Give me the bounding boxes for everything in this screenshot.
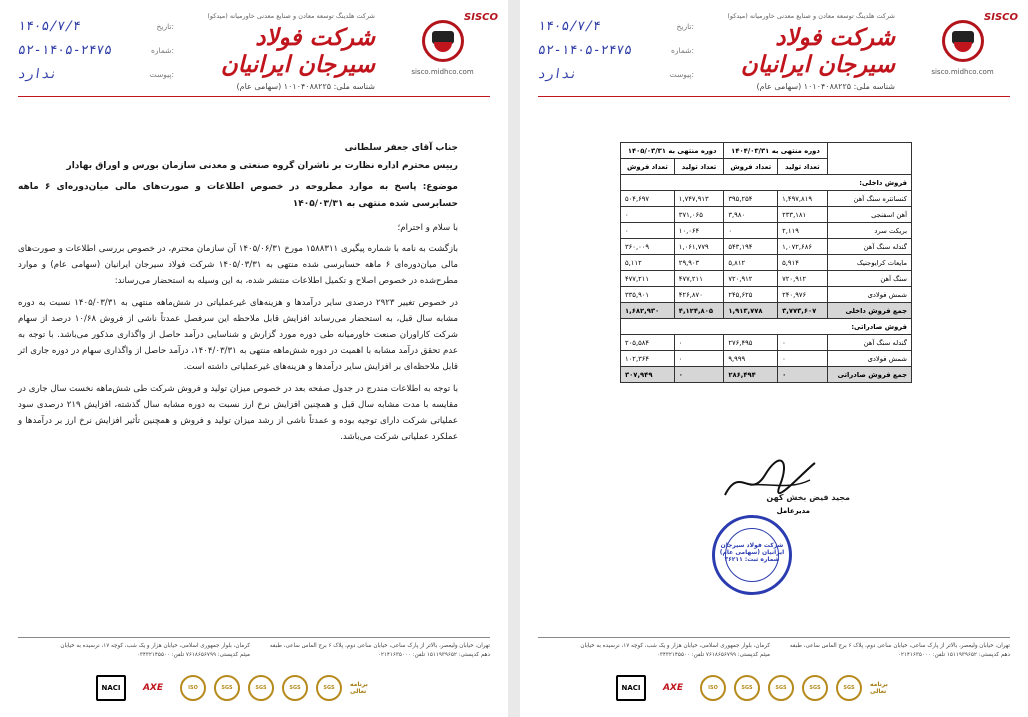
prior-production-cell: ۳,۷۷۳,۶۰۷ <box>778 303 828 319</box>
brand-subtitle: شرکت هلدینگ توسعه معادن و صنایع معدنی خاورمیانه (میدکو) <box>207 12 375 20</box>
naci-cert-icon: NACI <box>616 675 646 701</box>
table-row <box>621 287 912 303</box>
section-label: فروش صادراتی: <box>621 319 912 335</box>
address-kerman: کرمان، بلوار جمهوری اسلامی، خیابان هزار و یک شب، کوچه ۱۷، نرسیده به خیابان میثم کدپستی: ۷۶۱۸۶۵۶۷۹۹ تلفن: ۰۳۴۳۲۱۴۵۵۰۰ <box>60 643 250 658</box>
current-sales-cell: ۳۰۷,۹۴۹ <box>621 367 675 383</box>
date-label: تاریخ: <box>156 21 174 31</box>
sgs-cert-icon: SGS <box>316 675 342 701</box>
prior-production-cell: ۰ <box>778 335 828 351</box>
col-sales-header: تعداد فروش <box>724 159 778 175</box>
greeting: با سلام و احترام؛ <box>397 222 458 233</box>
certification-logos <box>96 675 396 701</box>
table-row <box>621 223 912 239</box>
brand-subtitle: شرکت هلدینگ توسعه معادن و صنایع معدنی خاورمیانه (میدکو) <box>727 12 895 20</box>
prior-sales-cell: ۷۲۰,۹۱۲ <box>724 271 778 287</box>
sgs-cert-icon: SGS <box>248 675 274 701</box>
prior-sales-cell: ۵,۸۱۲ <box>724 255 778 271</box>
row-label: شمش فولادی <box>827 351 911 367</box>
footer-divider <box>18 637 490 638</box>
current-production-cell: ۰ <box>674 367 724 383</box>
current-production-cell: ۱,۰۶۱,۷۷۹ <box>674 239 724 255</box>
current-sales-cell: ۴۷۷,۲۱۱ <box>621 271 675 287</box>
number-label: شماره: <box>671 45 694 55</box>
table-row <box>621 335 912 351</box>
number-value: ۵۲-۱۴۰۵-۲۴۷۵ <box>16 42 113 58</box>
website-url: sisco.midhco.com <box>931 68 994 76</box>
current-production-cell: ۴,۱۲۴,۸۰۵ <box>674 303 724 319</box>
row-label: مایعات کرایوجنیک <box>827 255 911 271</box>
logo-mark: SISCO <box>984 12 1018 23</box>
prior-production-cell: ۱,۰۷۲,۶۸۶ <box>778 239 828 255</box>
footer-divider <box>538 637 1010 638</box>
sgs-cert-icon: SGS <box>836 675 862 701</box>
table-row <box>621 239 912 255</box>
table-section-row <box>621 319 912 335</box>
row-label: سنگ آهن <box>827 271 911 287</box>
row-label: جمع فروش داخلی <box>827 303 911 319</box>
period-current-header: دوره منتهی به ۱۴۰۵/۰۳/۳۱ <box>621 143 724 159</box>
date-value: ۱۴۰۵/۷/۴ <box>536 18 602 34</box>
logo-emblem <box>422 20 464 62</box>
paragraph: در خصوص تغییر ۲۹۲۳ درصدی سایر درآمدها و هزینه‌های غیرعملیاتی در شش‌ماهه منتهی به ۱۴۰۵/۰۳/۳۱ نسبت به دوره مشابه سال قبل، به استحضار می‌رساند افزایش قابل ملاحظه این سرفصل عمدتاً ناشی از فروش ۱۰/۶۸ درصد از سهام شرکت کاراوران صنعت خاورمیانه طی دوره مورد گزارش و شناسایی درآمد حاصل از واگذاری مذکور می‌باشد. با توجه به عدم تحقق درآمد مشابه با اهمیت در دوره شش‌ماهه منتهی به ۱۴۰۴/۰۳/۳۱، درآمد حاصل از واگذاری سهام در دوره جاری اثر قابل ملاحظه‌ای بر افزایش سایر درآمدها و هزینه‌های غیرعملیاتی داشته است. <box>18 297 458 373</box>
prior-sales-cell: ۰ <box>724 223 778 239</box>
row-label: بریکت سرد <box>827 223 911 239</box>
prior-sales-cell: ۳۹۵,۲۵۴ <box>724 191 778 207</box>
prior-production-cell: ۲۳۳,۱۸۱ <box>778 207 828 223</box>
signatory-name: مجید فیض بخش کهن <box>766 493 850 502</box>
sgs-cert-icon: SGS <box>214 675 240 701</box>
current-sales-cell: ۲۰۵,۵۸۴ <box>621 335 675 351</box>
subject: موضوع: پاسخ به موارد مطروحه در خصوص اطلاعات و صورت‌های مالی میان‌دوره‌ای ۶ ماهه حسابرسی شده منتهی به ۱۴۰۵/۰۳/۳۱ <box>18 182 458 209</box>
current-production-cell: ۲۹,۹۰۳ <box>674 255 724 271</box>
row-label: آهن اسفنجی <box>827 207 911 223</box>
table-section-row <box>621 175 912 191</box>
date-label: تاریخ: <box>676 21 694 31</box>
attachment-label: پیوست: <box>149 69 174 79</box>
brand-name: شرکت فولاد سیرجان ایرانیان <box>220 24 375 78</box>
sgs-cert-icon: SGS <box>734 675 760 701</box>
signatory-title: مدیرعامل <box>776 507 810 515</box>
current-production-cell: ۱۰,۰۶۴ <box>674 223 724 239</box>
national-id: شناسه ملی: ۱۰۱۰۴۰۸۸۲۲۵ (سهامی عام) <box>236 82 375 91</box>
table-header-row <box>621 143 912 159</box>
prior-sales-cell: ۲۷۶,۴۹۵ <box>724 335 778 351</box>
address-tehran: تهران، خیابان ولیعصر، بالاتر از پارک ساعی، خیابان ساعی دوم، پلاک ۶ برج الماس ساعی، طبقه دهم کدپستی: ۱۵۱۱۹۳۹۶۵۲ تلفن: ۰۲۱۴۱۶۳۵۰۰۰ <box>269 643 490 658</box>
prior-production-cell: ۰ <box>778 351 828 367</box>
current-production-cell: ۱,۷۴۷,۹۱۳ <box>674 191 724 207</box>
table-row <box>621 351 912 367</box>
iso-cert-icon: ISO <box>180 675 206 701</box>
naci-cert-icon: NACI <box>96 675 126 701</box>
row-label: کنسانتره سنگ آهن <box>827 191 911 207</box>
prior-sales-cell: ۲۸۶,۴۹۴ <box>724 367 778 383</box>
number-value: ۵۲-۱۴۰۵-۲۴۷۵ <box>536 42 633 58</box>
date-value: ۱۴۰۵/۷/۴ <box>16 18 82 34</box>
current-sales-cell: ۵,۱۱۲ <box>621 255 675 271</box>
col-sales-header: تعداد فروش <box>621 159 675 175</box>
prior-sales-cell: ۱,۹۱۳,۷۷۸ <box>724 303 778 319</box>
axe-cert-icon: AXE <box>662 683 684 693</box>
paragraph: بازگشت به نامه با شماره پیگیری ۱۵۸۸۳۱۱ مورخ ۱۴۰۵/۰۶/۳۱ آن سازمان محترم، در خصوص بررسی اطلاعات و صورت‌های مالی میان‌دوره‌ای ۶ ماهه حسابرسی شده منتهی به ۱۴۰۵/۰۳/۳۱ شرکت فولاد سیرجان ایرانیان (سهامی عام) و موارد مطرح‌شده در خصوص اصلاح و تکمیل اطلاعات منتشر شده، به این وسیله به استحضار می‌رساند: <box>18 244 458 287</box>
excellence-award-icon: برنامه تعالی <box>870 681 888 695</box>
header-fields <box>14 14 174 86</box>
header-divider <box>18 96 490 97</box>
current-production-cell: ۳۷۱,۰۶۵ <box>674 207 724 223</box>
current-production-cell: ۰ <box>674 351 724 367</box>
addressee: جناب آقای جعفر سلطانی <box>344 143 458 153</box>
brand-block <box>185 12 375 91</box>
section-label: فروش داخلی: <box>621 175 912 191</box>
table-total-row <box>621 367 912 383</box>
address-kerman: کرمان، بلوار جمهوری اسلامی، خیابان هزار و یک شب، کوچه ۱۷، نرسیده به خیابان میثم کدپستی: ۷۶۱۸۶۵۶۷۹۹ تلفن: ۰۳۴۳۲۱۴۵۵۰۰ <box>580 643 770 658</box>
attachment-value: ندارد <box>536 66 579 82</box>
prior-production-cell: ۲۴۰,۹۷۶ <box>778 287 828 303</box>
addressee-title: رییس محترم اداره نظارت بر ناشران گروه صنعتی و معدنی سازمان بورس و اوراق بهادار <box>66 161 458 172</box>
sgs-cert-icon: SGS <box>802 675 828 701</box>
row-label: گندله سنگ آهن <box>827 239 911 255</box>
table-row <box>621 271 912 287</box>
current-sales-cell: ۳۳۵,۹۰۱ <box>621 287 675 303</box>
period-prior-header: دوره منتهی به ۱۴۰۴/۰۳/۳۱ <box>724 143 827 159</box>
prior-sales-cell: ۳,۹۸۰ <box>724 207 778 223</box>
current-sales-cell: ۰ <box>621 207 675 223</box>
brand-name: شرکت فولاد سیرجان ایرانیان <box>740 24 895 78</box>
row-label: شمش فولادی <box>827 287 911 303</box>
production-sales-table <box>620 142 912 383</box>
sgs-cert-icon: SGS <box>282 675 308 701</box>
row-label: گندله سنگ آهن <box>827 335 911 351</box>
prior-production-cell: ۵,۹۱۴ <box>778 255 828 271</box>
signature-block <box>670 455 860 615</box>
current-sales-cell: ۳۶۰,۰۰۹ <box>621 239 675 255</box>
sgs-cert-icon: SGS <box>768 675 794 701</box>
certification-logos <box>616 675 916 701</box>
current-sales-cell: ۱,۶۸۲,۹۳۰ <box>621 303 675 319</box>
paragraph: با توجه به اطلاعات مندرج در جدول صفحه بعد در خصوص میزان تولید و فروش شرکت طی شش‌ماهه نخست سال جاری در مقایسه با مدت مشابه سال قبل و همچنین افزایش نرخ ارز نسبت به دوره مشابه سال گذشته، افزایش ۲۱۹ درصدی سود عملیاتی شرکت دارای توجیه بوده و عمدتاً ناشی از رشد میزان تولید و فروش و همچنین تأثیر افزایش نرخ ارز بر درآمدها و عملکرد عملیاتی شرکت می‌باشد. <box>18 383 458 443</box>
current-sales-cell: ۵۰۴,۶۹۷ <box>621 191 675 207</box>
corner-cell <box>827 143 911 175</box>
letter-body <box>18 140 458 450</box>
attachment-label: پیوست: <box>669 69 694 79</box>
col-production-header: تعداد تولید <box>674 159 724 175</box>
header-divider <box>538 96 1010 97</box>
prior-sales-cell: ۹,۹۹۹ <box>724 351 778 367</box>
axe-cert-icon: AXE <box>142 683 164 693</box>
table-page <box>520 0 1028 717</box>
logo-mark: SISCO <box>464 12 498 23</box>
prior-production-cell: ۷۲۰,۹۱۲ <box>778 271 828 287</box>
letter-page <box>0 0 508 717</box>
table-row <box>621 255 912 271</box>
prior-production-cell: ۱,۴۹۷,۸۱۹ <box>778 191 828 207</box>
brand-block <box>705 12 895 91</box>
company-seal <box>712 515 792 595</box>
attachment-value: ندارد <box>16 66 59 82</box>
website-url: sisco.midhco.com <box>411 68 474 76</box>
seal-text: شرکت فولاد سیرجان ایرانیان (سهامی عام) شماره ثبت: ۳۶۲۱۱ <box>719 542 785 563</box>
company-logo <box>385 12 500 76</box>
current-sales-cell: ۰ <box>621 223 675 239</box>
header-fields <box>534 14 694 86</box>
current-production-cell: ۰ <box>674 335 724 351</box>
table-total-row <box>621 303 912 319</box>
number-label: شماره: <box>151 45 174 55</box>
prior-production-cell: ۰ <box>778 367 828 383</box>
table-row <box>621 207 912 223</box>
national-id: شناسه ملی: ۱۰۱۰۴۰۸۸۲۲۵ (سهامی عام) <box>756 82 895 91</box>
table-row <box>621 191 912 207</box>
prior-production-cell: ۲,۱۱۹ <box>778 223 828 239</box>
logo-emblem <box>942 20 984 62</box>
excellence-award-icon: برنامه تعالی <box>350 681 368 695</box>
company-logo <box>905 12 1020 76</box>
prior-sales-cell: ۲۴۵,۶۲۵ <box>724 287 778 303</box>
col-production-header: تعداد تولید <box>778 159 828 175</box>
iso-cert-icon: ISO <box>700 675 726 701</box>
row-label: جمع فروش صادراتی <box>827 367 911 383</box>
current-production-cell: ۴۷۷,۲۱۱ <box>674 271 724 287</box>
current-sales-cell: ۱۰۲,۳۶۴ <box>621 351 675 367</box>
address-tehran: تهران، خیابان ولیعصر، بالاتر از پارک ساعی، خیابان ساعی دوم، پلاک ۶ برج الماس ساعی، طبقه دهم کدپستی: ۱۵۱۱۹۳۹۶۵۲ تلفن: ۰۲۱۴۱۶۳۵۰۰۰ <box>789 643 1010 658</box>
prior-sales-cell: ۵۴۳,۱۹۴ <box>724 239 778 255</box>
current-production-cell: ۴۲۶,۸۷۰ <box>674 287 724 303</box>
